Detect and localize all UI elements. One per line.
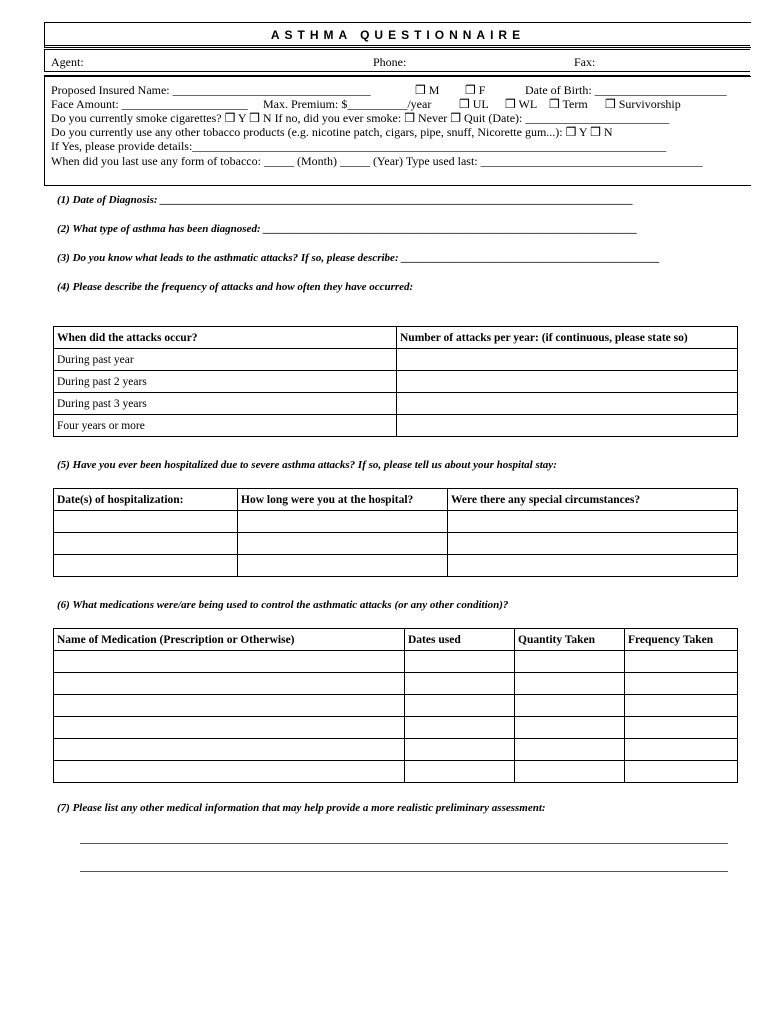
ul-checkbox[interactable]: ❒ UL xyxy=(459,97,489,111)
table-row-label: During past 3 years xyxy=(54,393,397,415)
table-input-cell[interactable] xyxy=(515,651,625,673)
gender-m-checkbox[interactable]: ❒ M xyxy=(415,83,440,97)
hospitalization-table xyxy=(53,488,738,577)
table-input-cell[interactable] xyxy=(54,695,405,717)
table-header: Name of Medication (Prescription or Otherwise) xyxy=(54,629,405,651)
table-header: Frequency Taken xyxy=(625,629,738,651)
table-input-cell[interactable] xyxy=(405,761,515,783)
agent-field[interactable]: Agent: xyxy=(51,55,84,69)
question-5: (5) Have you ever been hospitalized due to severe asthma attacks? If so, please tell us about your hospital stay: xyxy=(57,459,557,471)
table-header: Were there any special circumstances? xyxy=(448,489,738,511)
agent-contact-row xyxy=(44,50,751,72)
table-header: How long were you at the hospital? xyxy=(238,489,448,511)
table-input-cell[interactable] xyxy=(405,739,515,761)
table-input-cell[interactable] xyxy=(54,511,238,533)
table-input-cell[interactable] xyxy=(625,739,738,761)
table-input-cell[interactable] xyxy=(405,717,515,739)
table-input-cell[interactable] xyxy=(515,695,625,717)
answer-line[interactable] xyxy=(80,871,728,872)
table-input-cell[interactable] xyxy=(625,651,738,673)
max-premium-field[interactable]: Max. Premium: $__________/year xyxy=(263,97,432,111)
table-row-label: Four years or more xyxy=(54,415,397,437)
table-row-label: During past 2 years xyxy=(54,371,397,393)
table-input-cell[interactable] xyxy=(54,761,405,783)
dob-field[interactable]: Date of Birth: ______________________ xyxy=(525,83,727,97)
table-input-cell[interactable] xyxy=(397,349,738,371)
table-input-cell[interactable] xyxy=(405,651,515,673)
table-input-cell[interactable] xyxy=(625,695,738,717)
table-input-cell[interactable] xyxy=(515,673,625,695)
medication-table xyxy=(53,628,738,783)
answer-line[interactable] xyxy=(80,843,728,844)
question-6: (6) What medications were/are being used to control the asthmatic attacks (or any other condition)? xyxy=(57,599,509,611)
question-1[interactable]: (1) Date of Diagnosis: ______________________________________________________________________________________ xyxy=(57,194,634,206)
phone-field[interactable]: Phone: xyxy=(373,55,407,69)
question-4: (4) Please describe the frequency of attacks and how often they have occurred: xyxy=(57,281,414,293)
insured-name-field[interactable]: Proposed Insured Name: _________________________________ xyxy=(51,83,371,97)
table-header: Quantity Taken xyxy=(515,629,625,651)
table-input-cell[interactable] xyxy=(54,673,405,695)
form-title: ASTHMA QUESTIONNAIRE xyxy=(44,22,751,48)
applicant-info-section xyxy=(44,76,751,186)
table-input-cell[interactable] xyxy=(397,393,738,415)
table-input-cell[interactable] xyxy=(515,761,625,783)
table-input-cell[interactable] xyxy=(625,673,738,695)
table-input-cell[interactable] xyxy=(405,673,515,695)
table-input-cell[interactable] xyxy=(54,555,238,577)
table-input-cell[interactable] xyxy=(238,511,448,533)
question-3[interactable]: (3) Do you know what leads to the asthmatic attacks? If so, please describe: _______________________________________________ xyxy=(57,252,660,264)
table-input-cell[interactable] xyxy=(625,717,738,739)
table-input-cell[interactable] xyxy=(448,533,738,555)
survivorship-checkbox[interactable]: ❒ Survivorship xyxy=(605,97,681,111)
table-input-cell[interactable] xyxy=(397,415,738,437)
smoke-cigarettes-line[interactable]: Do you currently smoke cigarettes? ❒ Y ❒ N If no, did you ever smoke: ❒ Never ❒ Quit (Date): ________________________ xyxy=(51,111,670,125)
info-line-amount xyxy=(51,97,681,111)
attack-frequency-table xyxy=(53,326,738,437)
table-header: Date(s) of hospitalization: xyxy=(54,489,238,511)
face-amount-field[interactable]: Face Amount: _____________________ xyxy=(51,97,248,111)
gender-f-checkbox[interactable]: ❒ F xyxy=(465,83,486,97)
last-tobacco-use-line[interactable]: When did you last use any form of tobacco: _____ (Month) _____ (Year) Type used last: _____________________________________ xyxy=(51,154,703,168)
table-input-cell[interactable] xyxy=(238,533,448,555)
table-header: Dates used xyxy=(405,629,515,651)
table-header: When did the attacks occur? xyxy=(54,327,397,349)
table-input-cell[interactable] xyxy=(448,511,738,533)
table-input-cell[interactable] xyxy=(515,717,625,739)
table-input-cell[interactable] xyxy=(448,555,738,577)
table-input-cell[interactable] xyxy=(397,371,738,393)
table-input-cell[interactable] xyxy=(405,695,515,717)
table-input-cell[interactable] xyxy=(515,739,625,761)
table-input-cell[interactable] xyxy=(238,555,448,577)
table-row-label: During past year xyxy=(54,349,397,371)
term-checkbox[interactable]: ❒ Term xyxy=(549,97,588,111)
fax-field[interactable]: Fax: xyxy=(574,55,596,69)
info-line-name xyxy=(51,83,727,97)
table-input-cell[interactable] xyxy=(54,739,405,761)
question-7: (7) Please list any other medical information that may help provide a more realistic preliminary assessment: xyxy=(57,802,546,814)
table-input-cell[interactable] xyxy=(54,717,405,739)
table-input-cell[interactable] xyxy=(625,761,738,783)
table-input-cell[interactable] xyxy=(54,533,238,555)
wl-checkbox[interactable]: ❒ WL xyxy=(505,97,538,111)
question-2[interactable]: (2) What type of asthma has been diagnosed: ____________________________________________________________________ xyxy=(57,223,638,235)
tobacco-details-line[interactable]: If Yes, please provide details:_______________________________________________________________________________ xyxy=(51,139,667,153)
table-header: Number of attacks per year: (if continuous, please state so) xyxy=(397,327,738,349)
table-input-cell[interactable] xyxy=(54,651,405,673)
tobacco-products-line[interactable]: Do you currently use any other tobacco products (e.g. nicotine patch, cigars, pipe, snuff, Nicorette gum...): ❒ Y ❒ N xyxy=(51,125,613,139)
